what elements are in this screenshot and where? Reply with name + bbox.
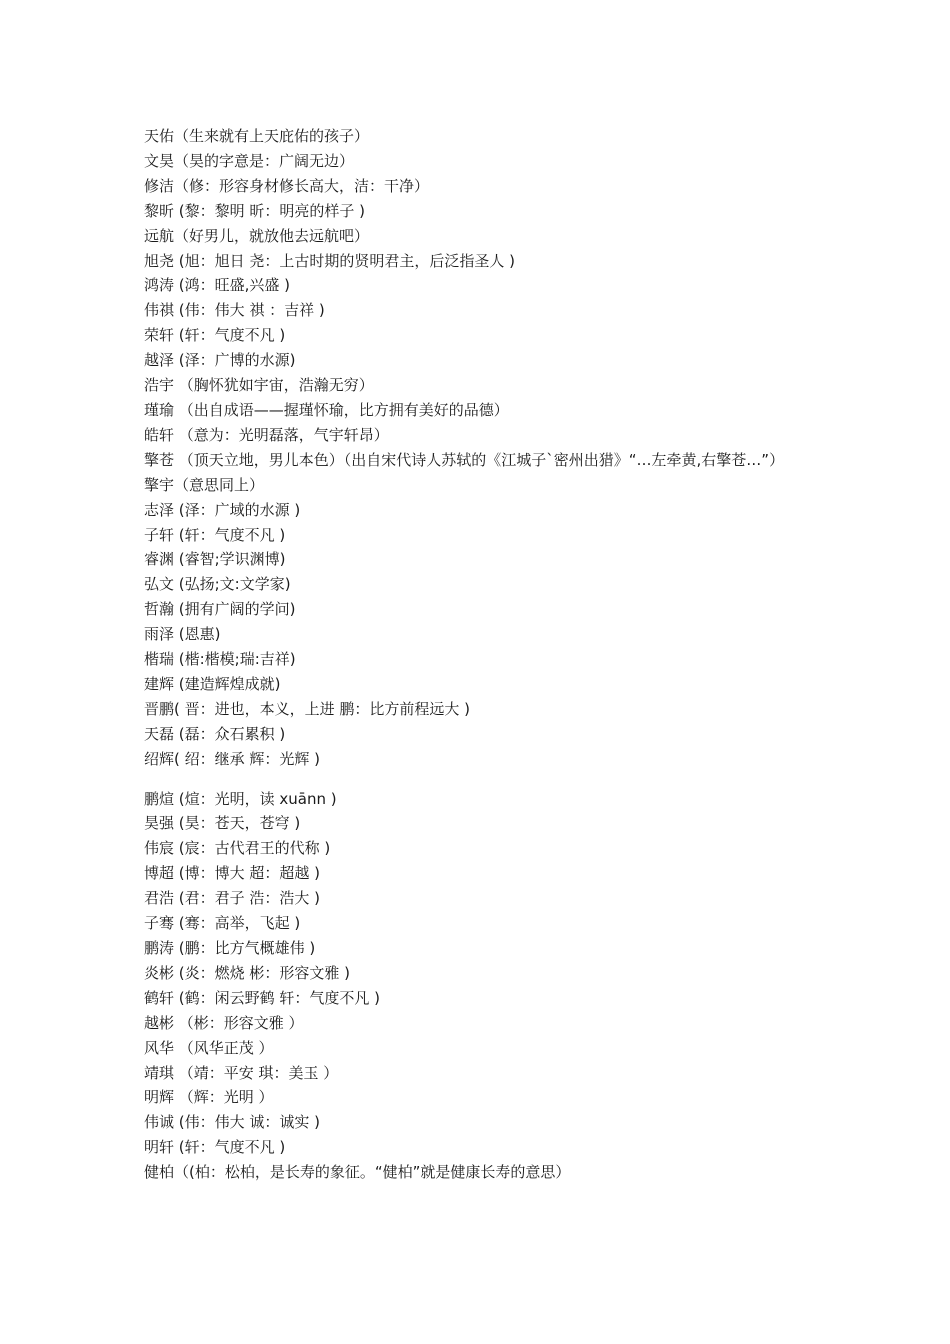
name-entry: 睿渊 (睿智;学识渊博) xyxy=(144,550,286,569)
name-entry: 伟诚 (伟：伟大 诚：诚实 ) xyxy=(144,1113,321,1132)
name-entry: 瑾瑜 （出自成语——握瑾怀瑜，比方拥有美好的品德） xyxy=(144,400,509,419)
name-entry: 旭尧 (旭：旭日 尧：上古时期的贤明君主，后泛指圣人 ) xyxy=(144,251,516,270)
name-entry: 靖琪 （靖：平安 琪：美玉 ） xyxy=(144,1063,339,1082)
name-entry: 浩宇 （胸怀犹如宇宙，浩瀚无穷） xyxy=(144,376,374,395)
name-entry: 风华 （风华正茂 ） xyxy=(144,1038,274,1057)
name-entry: 文昊（昊的字意是：广阔无边） xyxy=(144,151,355,170)
name-entry: 子骞 (骞：高举，飞起 ) xyxy=(144,914,301,933)
name-entry: 皓轩 （意为：光明磊落，气宇轩昂） xyxy=(144,425,389,444)
name-entry: 明辉 （辉：光明 ） xyxy=(144,1088,274,1107)
name-entry: 远航（好男儿，就放他去远航吧） xyxy=(144,226,370,245)
name-entry: 天佑（生来就有上天庇佑的孩子） xyxy=(144,127,370,145)
name-entry: 明轩 (轩：气度不凡 ) xyxy=(144,1138,286,1157)
name-list-group-1 xyxy=(144,124,814,772)
name-entry: 博超 (博：博大 超：超越 ) xyxy=(144,864,321,883)
name-entry: 鹤轩 (鹤：闲云野鹤 轩：气度不凡 ) xyxy=(144,988,381,1007)
name-entry: 弘文 (弘扬;文:文学家) xyxy=(144,575,291,594)
paragraph-gap xyxy=(144,772,814,787)
name-entry: 健柏（(柏：松柏，是长寿的象征。“健柏”就是健康长寿的意思） xyxy=(144,1163,571,1182)
name-entry: 晋鹏( 晋：进也，本义，上进 鹏：比方前程远大 ) xyxy=(144,699,471,718)
name-entry: 雨泽 (恩惠) xyxy=(144,625,221,644)
name-entry: 志泽 (泽：广域的水源 ) xyxy=(144,500,301,519)
name-entry: 黎昕 (黎：黎明 昕：明亮的样子 ) xyxy=(144,201,366,220)
name-entry: 炎彬 (炎：燃烧 彬：形容文雅 ) xyxy=(144,963,351,982)
name-entry: 子轩 (轩：气度不凡 ) xyxy=(144,525,286,544)
name-list-group-2 xyxy=(144,787,814,1186)
name-entry: 绍辉( 绍：继承 辉：光辉 ) xyxy=(144,749,321,768)
name-entry: 荣轩 (轩：气度不凡 ) xyxy=(144,326,286,345)
name-entry: 哲瀚 (拥有广阔的学问) xyxy=(144,600,296,619)
name-entry: 擎苍 （顶天立地，男儿本色）（出自宋代诗人苏轼的《江城子`密州出猎》“…左牵黄,右擎苍…”） xyxy=(144,450,785,469)
name-entry: 越泽 (泽：广博的水源) xyxy=(144,351,296,370)
name-entry: 伟祺 (伟：伟大 祺 ：吉祥 ) xyxy=(144,301,325,320)
name-entry: 修洁（修：形容身材修长高大，洁：干净） xyxy=(144,176,430,195)
name-entry: 楷瑞 (楷:楷模;瑞:吉祥) xyxy=(144,650,296,669)
name-entry: 越彬 （彬：形容文雅 ） xyxy=(144,1013,304,1032)
name-entry: 鹏煊 (煊：光明，读 xuānn ) xyxy=(144,789,337,808)
name-list xyxy=(144,124,814,1185)
name-entry: 天磊 (磊：众石累积 ) xyxy=(144,724,286,743)
name-entry: 擎宇（意思同上） xyxy=(144,475,265,494)
name-entry: 君浩 (君：君子 浩：浩大 ) xyxy=(144,889,321,908)
name-entry: 建辉 (建造辉煌成就) xyxy=(144,674,281,693)
name-entry: 鸿涛 (鸿：旺盛,兴盛 ) xyxy=(144,276,291,295)
name-entry: 昊强 (昊：苍天，苍穹 ) xyxy=(144,814,301,833)
name-entry: 伟宸 (宸：古代君王的代称 ) xyxy=(144,839,331,858)
name-entry: 鹏涛 (鹏：比方气概雄伟 ) xyxy=(144,939,316,957)
